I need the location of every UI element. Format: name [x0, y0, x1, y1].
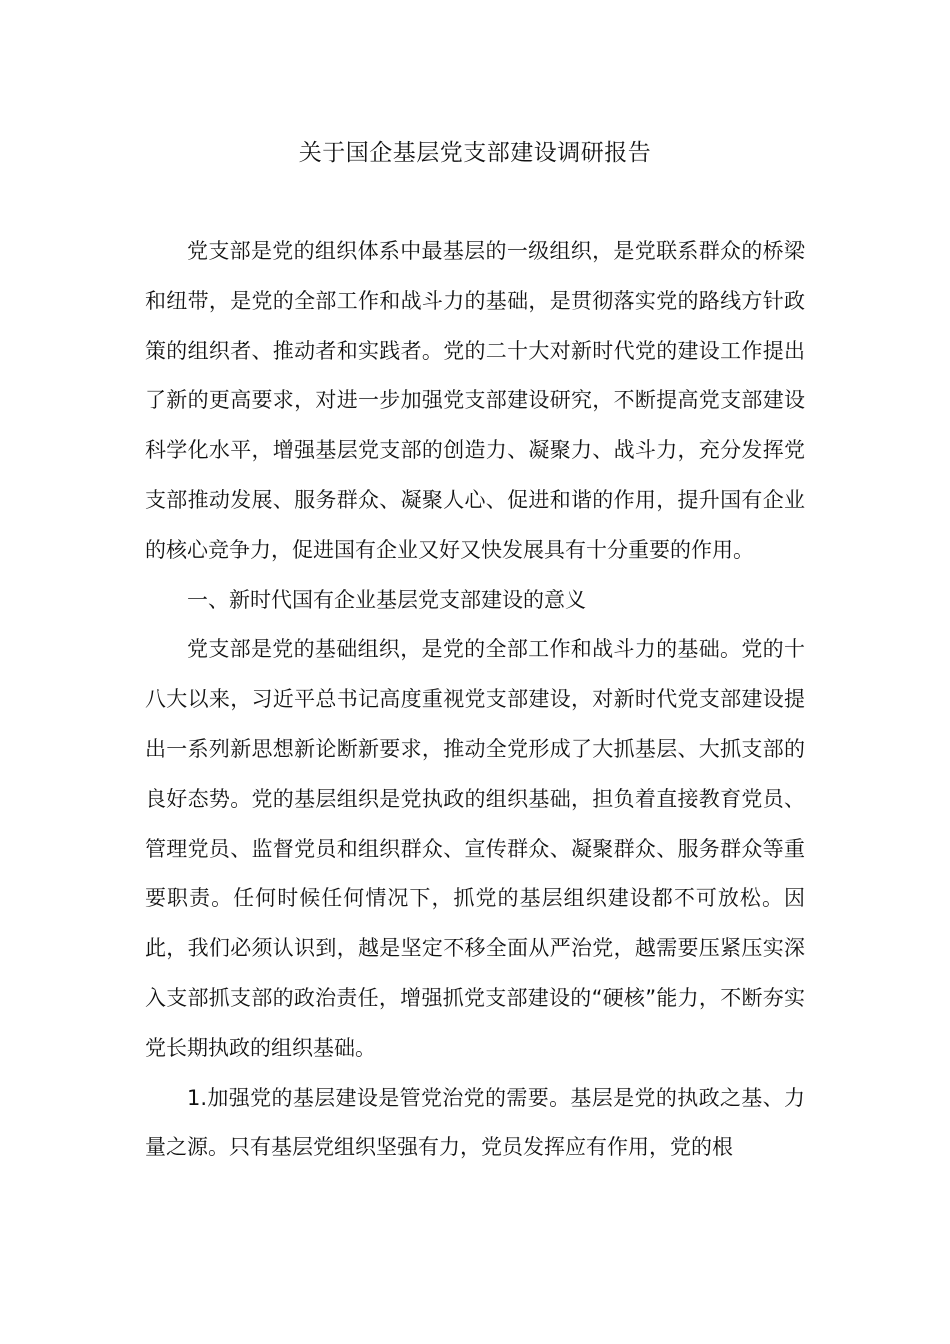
paragraph-section-1: 党支部是党的基础组织，是党的全部工作和战斗力的基础。党的十八大以来，习近平总书记高度重视党支部建设，对新时代党支部建设提出一系列新思想新论断新要求，推动全党形成了大抓基层、大抓支部的良好态势。党的基层组织是党执政的组织基础，担负着直接教育党员、管理党员、监督党员和组织群众、宣传群众、凝聚群众、服务群众等重要职责。任何时候任何情况下，抓党的基层组织建设都不可放松。因此，我们必须认识到，越是坚定不移全面从严治党，越需要压紧压实深入支部抓支部的政治责任，增强抓党支部建设的“硬核”能力，不断夯实党长期执政的组织基础。	[145, 637, 805, 1060]
paragraph-point-1: 1.加强党的基层建设是管党治党的需要。基层是党的执政之基、力量之源。只有基层党组织坚强有力，党员发挥应有作用，党的根	[145, 1085, 805, 1160]
document-body	[145, 227, 805, 1173]
document-title: 关于国企基层党支部建设调研报告	[298, 140, 652, 166]
section-heading-1: 一、新时代国有企业基层党支部建设的意义	[187, 587, 586, 612]
paragraph-intro: 党支部是党的组织体系中最基层的一级组织，是党联系群众的桥梁和纽带，是党的全部工作和战斗力的基础，是贯彻落实党的路线方针政策的组织者、推动者和实践者。党的二十大对新时代党的建设工作提出了新的更高要求，对进一步加强党支部建设研究，不断提高党支部建设科学化水平，增强基层党支部的创造力、凝聚力、战斗力，充分发挥党支部推动发展、服务群众、凝聚人心、促进和谐的作用，提升国有企业的核心竞争力，促进国有企业又好又快发展具有十分重要的作用。	[145, 239, 805, 562]
